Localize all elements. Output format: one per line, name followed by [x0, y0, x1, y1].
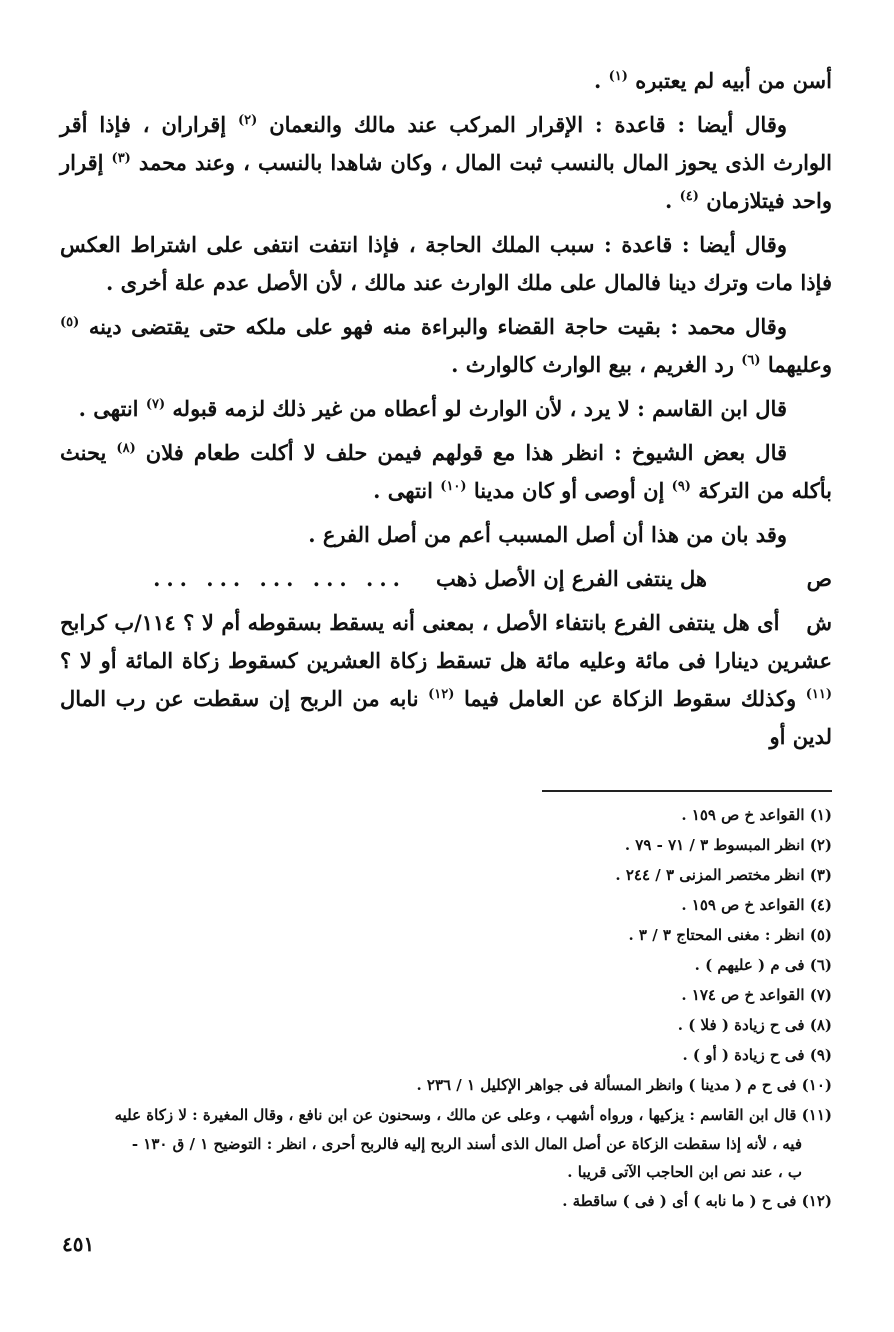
footnote-ref[interactable]: (٨): [116, 441, 136, 456]
paragraph-text: وقال أيضا : قاعدة : سبب الملك الحاجة ، فإذا انتفت انتفى على اشتراط العكس فإذا مات وترك دينا فالمال على ملك الوارث عند مالك ، لأن الأصل عدم علة أخرى .: [60, 232, 832, 295]
paragraph-text: قال ابن القاسم : لا يرد ، لأن الوارث لو أعطاه من غير ذلك لزمه قبوله: [172, 396, 787, 421]
paragraph-text: وقال أيضا : قاعدة : الإقرار المركب عند مالك والنعمان: [269, 112, 787, 137]
paragraph-text: وقد بان من هذا أن أصل المسبب أعم من أصل الفرع .: [308, 522, 787, 547]
paragraph-4: [60, 308, 832, 384]
paragraph-text: نابه من الربح إن سقطت عن رب المال لدين أو: [60, 686, 832, 749]
commentary-marker: ش: [806, 610, 832, 635]
verse-text: هل ينتفى الفرع إن الأصل ذهب: [435, 566, 707, 591]
paragraph-text: أى هل ينتفى الفرع بانتفاء الأصل ، بمعنى أنه يسقط بسقوطه أم لا ؟ ١١٤/ب كرابح عشرين دينارا فى مائة وعليه مائة هل تسقط زكاة العشرين كسقوط زكاة المائة أو لا ؟: [60, 610, 832, 673]
footnote-9: (٩) فى ح زيادة ( أو ) .: [682, 1046, 832, 1064]
footnote-10: (١٠) فى ح م ( مدينا ) وانظر المسألة فى جواهر الإكليل ١ / ٢٣٦ .: [416, 1076, 832, 1094]
paragraph-text: يحنث بأكله من التركة: [60, 440, 832, 503]
paragraph-5: [60, 390, 832, 428]
footnote-12: (١٢) فى ح ( ما نابه ) أى ( فى ) ساقطة .: [562, 1192, 832, 1210]
footnote-11-continued: فيه ، لأنه إذا سقطت الزكاة عن أصل المال الذى أسند الربح إليه فالربح أحرى ، انظر : التوضيح ١ / ق ١٣٠ -: [131, 1135, 802, 1153]
commentary-paragraph: [60, 604, 832, 756]
paragraph-7: [60, 516, 832, 554]
paragraph-text: انتهى .: [373, 478, 433, 503]
footnote-ref[interactable]: (٩): [671, 479, 691, 494]
paragraph-2: [60, 106, 832, 220]
footnote-6: (٦) فى م ( عليهم ) .: [694, 956, 832, 974]
page-number: ٤٥١: [62, 1232, 95, 1256]
footnote-7: (٧) القواعد خ ص ١٧٤ .: [681, 986, 832, 1004]
main-text: [60, 62, 832, 762]
paragraph-text: وعليهما: [767, 352, 832, 377]
footnote-ref[interactable]: (٤): [679, 189, 699, 204]
footnote-ref[interactable]: (٦): [741, 353, 761, 368]
footnote-ref[interactable]: (١): [608, 69, 628, 84]
footnote-2: (٢) انظر المبسوط ٣ / ٧١ - ٧٩ .: [624, 836, 832, 854]
footnote-ref[interactable]: (١٠): [440, 479, 467, 494]
footnote-ref[interactable]: (١٢): [428, 687, 455, 702]
footnote-ref[interactable]: (٢): [238, 113, 258, 128]
footnote-ref[interactable]: (٥): [60, 315, 80, 330]
paragraph-text: إن أوصى أو كان مدينا: [473, 478, 665, 503]
footnote-8: (٨) فى ح زيادة ( فلا ) .: [677, 1016, 832, 1034]
paragraph-text: .: [593, 68, 602, 93]
verse-line: [60, 560, 832, 598]
verse-marker: ص: [806, 566, 832, 591]
footnote-5: (٥) انظر : مغنى المحتاج ٣ / ٣ .: [628, 926, 832, 944]
footnote-ref[interactable]: (١١): [805, 687, 833, 702]
footnote-4: (٤) القواعد خ ص ١٥٩ .: [681, 896, 832, 914]
footnote-1: (١) القواعد خ ص ١٥٩ .: [681, 806, 832, 824]
paragraph-text: أسن من أبيه لم يعتبره: [635, 68, 832, 93]
paragraph-text: إقرار واحد فيتلازمان: [60, 150, 832, 213]
paragraph-text: إقراران ، فإذا أقر الوارث الذى يحوز المال بالنسب ثبت المال ، وكان شاهدا بالنسب ، وعند محمد: [60, 112, 832, 175]
paragraph-1: [60, 62, 832, 100]
paragraph-3: [60, 226, 832, 302]
footnote-11: (١١) قال ابن القاسم : يزكيها ، ورواه أشهب ، وعلى عن مالك ، وسحنون عن ابن نافع ، وقال المغيرة : لا زكاة عليه: [114, 1106, 832, 1124]
footnote-divider: [542, 790, 832, 792]
paragraph-text: انتهى .: [78, 396, 139, 421]
paragraph-text: .: [665, 188, 673, 213]
paragraph-text: رد الغريم ، بيع الوارث كالوارث .: [451, 352, 734, 377]
verse-dots: ... ... ... ... ...: [153, 566, 406, 591]
paragraph-text: وكذلك سقوط الزكاة عن العامل فيما: [464, 686, 797, 711]
paragraph-text: قال بعض الشيوخ : انظر هذا مع قولهم فيمن حلف لا أكلت طعام فلان: [145, 440, 788, 465]
footnote-ref[interactable]: (٣): [111, 151, 131, 166]
paragraph-text: وقال محمد : بقيت حاجة القضاء والبراءة منه فهو على ملكه حتى يقتضى دينه: [88, 314, 787, 339]
paragraph-6: [60, 434, 832, 510]
footnotes: [60, 800, 832, 1216]
footnote-ref[interactable]: (٧): [145, 397, 166, 412]
footnote-3: (٣) انظر مختصر المزنى ٣ / ٢٤٤ .: [615, 866, 832, 884]
footnote-11-continued: ب ، عند نص ابن الحاجب الآتى قريبا .: [567, 1163, 802, 1181]
